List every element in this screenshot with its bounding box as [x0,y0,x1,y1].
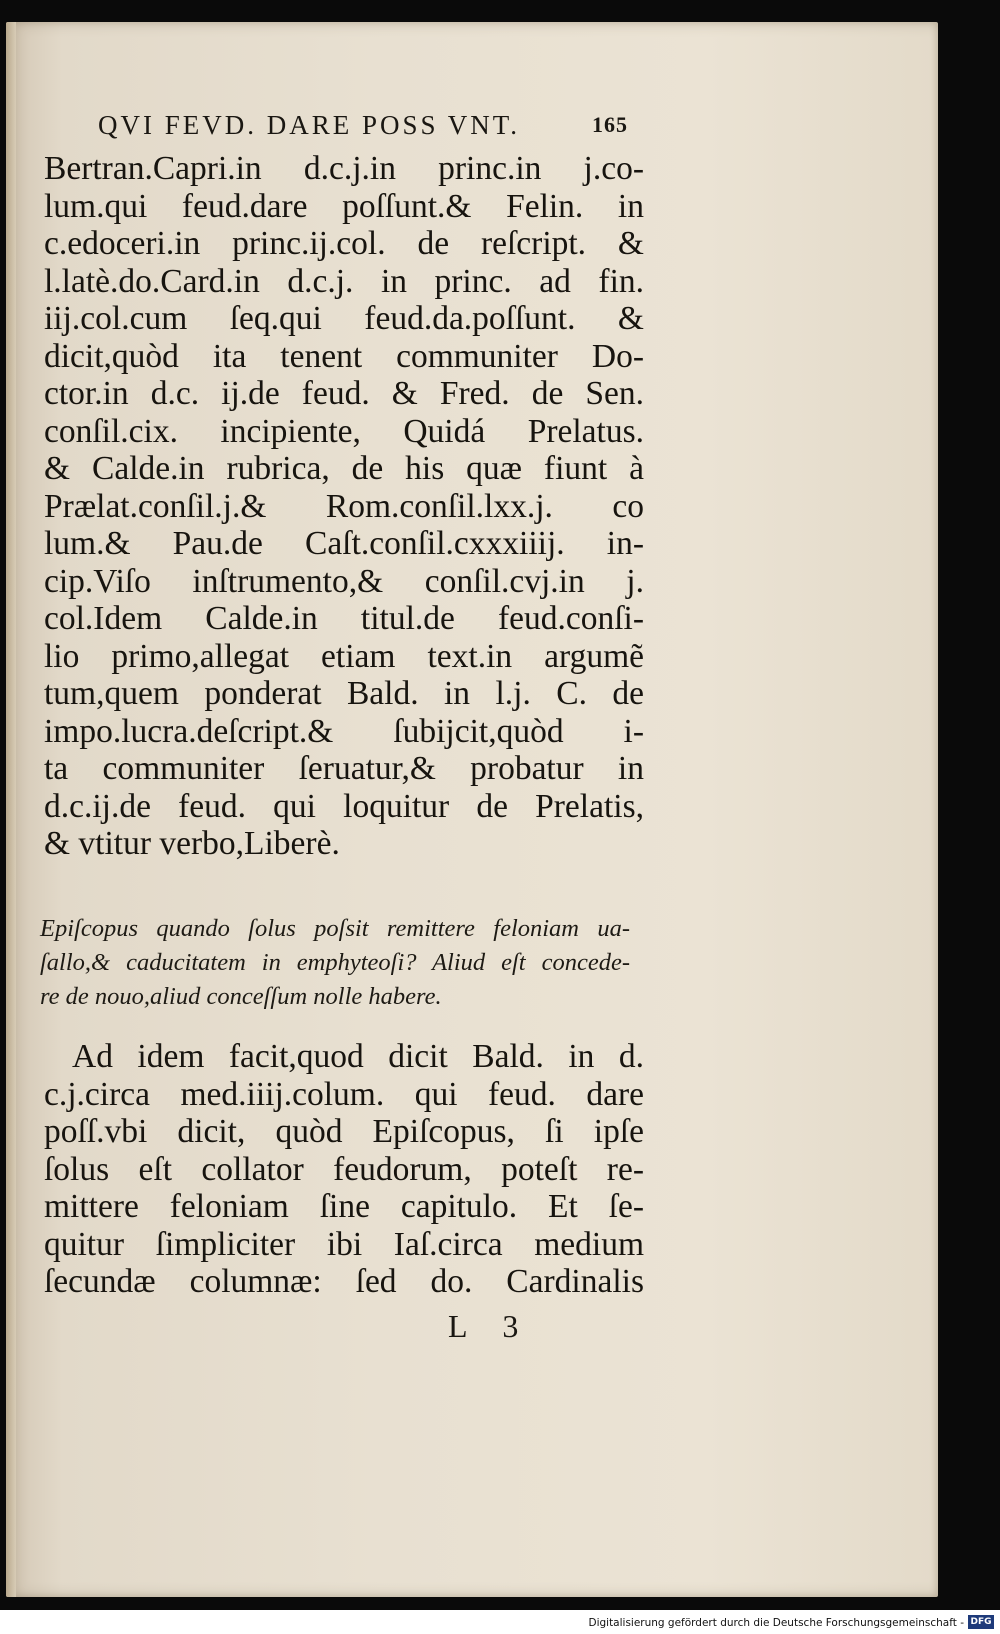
folio-number: 165 [592,112,628,137]
text-line: iij.col.cum ſeq.qui feud.da.poſſunt. & [44,300,644,337]
text-line: l.latè.do.Card.in d.c.j. in princ. ad fin. [44,262,644,300]
text-line: ſolus eſt collator feudorum, poteſt re- [44,1150,644,1188]
text-line: ctor.in d.c. ij.de feud. & Fred. de Sen. [44,375,644,412]
note-line: ſallo,& caducitatem in emphyteoſi? Aliud eſt concede- [40,949,630,976]
running-head: QVI FEVD. DARE POSS VNT. [98,110,521,140]
signature-mark: L 3 [448,1308,533,1344]
text-line: c.j.circa med.iiij.colum. qui feud. dare [44,1075,644,1113]
page-gutter-edge [6,22,16,1597]
text-line: c.edoceri.in princ.ij.col. de reſcript. & [44,225,644,262]
text-line: & Calde.in rubrica, de his quæ fiunt à [44,450,644,487]
main-text-block [44,150,644,863]
text-line: impo.lucra.deſcript.& ſubijcit,quòd i- [44,712,644,750]
text-line: d.c.ij.de feud. qui loquitur de Prelatis, [44,787,644,825]
text-line: lum.qui feud.dare poſſunt.& Felin. in [44,187,644,225]
text-line: col.Idem Calde.in titul.de feud.conſi- [44,600,644,637]
text-line: quitur ſimpliciter ibi Iaſ.circa medium [44,1225,644,1263]
text-line: Ad idem facit,quod dicit Bald. in d. [72,1038,644,1075]
text-line: poſſ.vbi dicit, quòd Epiſcopus, ſi ipſe [44,1113,644,1150]
text-line: ta communiter ſeruatur,& probatur in [44,750,644,787]
text-line: & vtitur verbo,Liberè. [44,825,340,862]
text-line: dicit,quòd ita tenent communiter Do- [44,337,644,375]
marginal-summary-note [40,912,630,1014]
text-line: Prælat.conſil.j.& Rom.conſil.lxx.j. co [44,487,644,525]
text-line: lio primo,allegat etiam text.in argumẽ [44,637,644,675]
ink-bleed-through [570,820,630,860]
digitization-credit: Digitalisierung gefördert durch die Deutsche Forschungsgemeinschaft - [588,1617,964,1629]
note-line: Epiſcopus quando ſolus poſsit remittere feloniam ua- [40,915,630,942]
text-line: tum,quem ponderat Bald. in l.j. C. de [44,675,644,712]
text-line: Bertran.Capri.in d.c.j.in princ.in j.co- [44,150,644,187]
text-line: ſecundæ columnæ: ſed do. Cardinalis [44,1263,644,1300]
text-line: lum.& Pau.de Caſt.conſil.cxxxiiij. in- [44,525,644,562]
text-line: cip.Viſo inſtrumento,& conſil.cvj.in j. [44,562,644,600]
text-line: conſil.cix. incipiente, Quidá Prelatus. [44,412,644,450]
dfg-logo: DFG [968,1615,994,1629]
text-line: mittere feloniam ſine capitulo. Et ſe- [44,1188,644,1225]
note-line: re de nouo,aliud conceſſum nolle habere. [40,983,442,1010]
second-text-block [44,1038,644,1301]
